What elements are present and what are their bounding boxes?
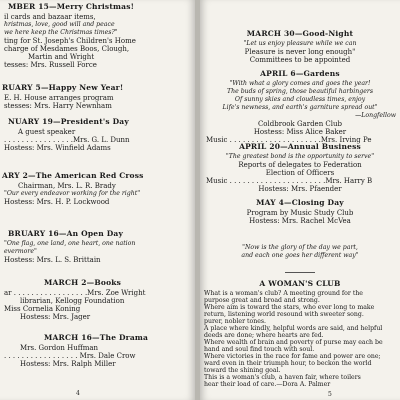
entry-line: hristmas, love, good will and peace bbox=[4, 21, 115, 28]
poem-line: ward even in their triumph hour, to beckon the world bbox=[204, 360, 372, 367]
entry-heading: NUARY 19—President's Day bbox=[8, 117, 129, 126]
poem-line: A place where kindly, helpful words are said, and helpful bbox=[204, 325, 383, 332]
entry-heading: MBER 15—Merry Christmas! bbox=[8, 2, 135, 11]
entry-heading: MARCH 16—The Drama bbox=[44, 333, 149, 342]
entry-line: charge of Mesdames Boos, Clough, bbox=[4, 45, 130, 53]
entry-line: Hostess: Mrs. H. P. Lockwood bbox=[4, 198, 110, 206]
poem-line: purer, nobler tones. bbox=[204, 318, 267, 325]
entry-heading: APRIL 6—Gardens bbox=[260, 69, 340, 78]
entry-line: "The greatest bond is the opportunity to serve" bbox=[225, 153, 375, 160]
entry-line: E. H. House arranges program bbox=[4, 94, 114, 102]
entry-line: "Our every endeavor working for the right" bbox=[4, 190, 141, 197]
poem-line: purpose great and broad and strong. bbox=[204, 297, 320, 304]
poem-line: Where wealth of brain and poverty of purse may each be bbox=[204, 339, 383, 346]
entry-line: Hostess: Mrs. L. S. Brittain bbox=[4, 256, 101, 264]
entry-heading: MARCH 30—Good-Night bbox=[246, 29, 354, 38]
poem-line: What is a woman's club? A meeting ground for the bbox=[204, 290, 363, 297]
entry-line: Committees to be appointed bbox=[249, 56, 351, 64]
entry-line: . . . . . . . . . . . . . . . .Mrs. G. L. Dunn bbox=[4, 136, 130, 144]
entry-line: tesses: Mrs. Russell Force bbox=[4, 61, 97, 69]
poem-line: This is a woman's club, a haven fair, where toilers bbox=[204, 374, 361, 381]
entry-line: librarian, Kellogg Foundation bbox=[20, 297, 125, 305]
entry-heading: MARCH 2—Books bbox=[44, 278, 122, 287]
entry-heading: APRIL 20—Annual Business bbox=[239, 142, 361, 151]
entry-line: . . . . . . . . . . . . . . . . . Mrs. Dale Crow bbox=[4, 352, 136, 360]
entry-line: Election of Officers bbox=[265, 169, 335, 177]
poem-line: deeds are done; where hearts are fed. bbox=[204, 332, 324, 339]
entry-line: A guest speaker bbox=[18, 128, 76, 136]
entry-line: "With what a glory comes and goes the year! bbox=[229, 80, 371, 87]
entry-line: The buds of spring, those beautiful harbingers bbox=[226, 88, 374, 95]
entry-line: Hostess: Mrs. Jager bbox=[20, 313, 91, 321]
entry-line: ar . . . . . . . . . . . . . . . . .Mrs. Zoe Wright bbox=[4, 289, 146, 297]
entry-line: Hostess: Mrs. Rachel McVea bbox=[249, 217, 351, 225]
closing-quote-line: and each one goes her different way" bbox=[241, 252, 359, 259]
page-number: 5 bbox=[328, 391, 332, 398]
page-number: 4 bbox=[76, 390, 80, 397]
entry-line: "One flag, one land, one heart, one nation bbox=[4, 240, 136, 247]
entry-line: Life's newness, and earth's garniture spread out" bbox=[222, 104, 378, 111]
entry-line: "Let us enjoy pleasure while we can bbox=[243, 40, 357, 47]
entry-line: we here keep the Christmas times?" bbox=[4, 29, 118, 36]
poem-line: return, listening world resound with sweeter song. bbox=[204, 311, 364, 318]
separator-rule bbox=[285, 272, 315, 273]
entry-line: —Longfellow bbox=[355, 112, 396, 119]
left-page bbox=[0, 0, 195, 400]
closing-quote-line: "Now is the glory of the day we part, bbox=[242, 244, 358, 251]
entry-line: Reports of delegates to Federation bbox=[238, 161, 362, 169]
entry-line: Hostess: Miss Alice Baker bbox=[253, 128, 347, 136]
right-page bbox=[200, 0, 400, 400]
entry-line: ting for St. Joseph's Children's Home bbox=[4, 37, 136, 45]
entry-line: Chairman, Mrs. L. R. Brady bbox=[18, 182, 116, 190]
entry-line: Music . . . . . . . . . . . . . . . . . . . . .Mrs. Irving Pe bbox=[206, 136, 372, 144]
poem-line: toward the shining goal. bbox=[204, 367, 281, 374]
entry-line: il cards and bazaar items, bbox=[4, 13, 96, 21]
entry-line: stesses: Mrs. Harry Newnham bbox=[4, 102, 112, 110]
entry-line: Of sunny skies and cloudless times, enjoy bbox=[234, 96, 366, 103]
entry-line: Martin and Wright bbox=[28, 53, 95, 61]
entry-heading: BRUARY 16—An Open Day bbox=[8, 229, 124, 238]
entry-line: Program by Music Study Club bbox=[246, 209, 354, 217]
entry-line: Hostess: Mrs. Pfaender bbox=[258, 185, 342, 193]
poem-title: A WOMAN'S CLUB bbox=[259, 279, 341, 288]
entry-line: Miss Cornelia Koning bbox=[4, 305, 81, 313]
poem-line: hear their load of care.—Dora A. Palmer bbox=[204, 381, 331, 388]
entry-line: Pleasure is never long enough" bbox=[244, 48, 356, 56]
poem-line: Where victories in the race for fame and power are one; bbox=[204, 353, 381, 360]
entry-line: Mrs. Gordon Huffman bbox=[20, 344, 99, 352]
poem-line: hand and soul find touch with soul. bbox=[204, 346, 315, 353]
entry-line: Music . . . . . . . . . . . . . . . . . . . . . .Mrs. Harry B bbox=[206, 177, 373, 185]
entry-line: evermore" bbox=[4, 248, 37, 255]
entry-heading: MAY 4—Closing Day bbox=[256, 198, 344, 207]
entry-heading: RUARY 5—Happy New Year! bbox=[2, 83, 124, 92]
entry-heading: ARY 2—The American Red Cross bbox=[2, 171, 144, 180]
poem-line: Where aim is toward the stars, who ever long to make bbox=[204, 304, 375, 311]
entry-line: Hostess: Mrs. Ralph Miller bbox=[20, 360, 116, 368]
entry-line: Hostess: Mrs. Winfield Adams bbox=[4, 144, 111, 152]
entry-line: Coldbrook Garden Club bbox=[257, 120, 343, 128]
